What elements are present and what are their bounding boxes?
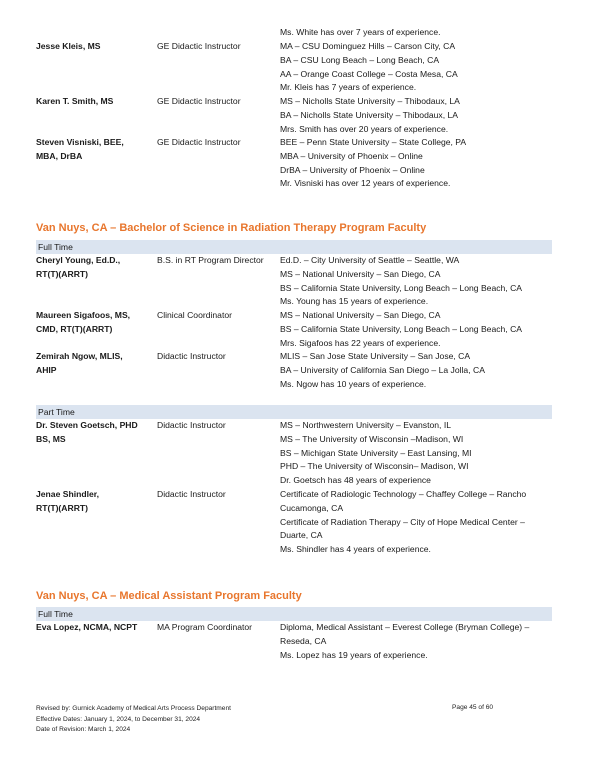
name-line: RT(T)(ARRT): [36, 268, 89, 279]
credentials: [280, 136, 552, 191]
name-line: Maureen Sigafoos, MS,: [36, 310, 131, 320]
credential-line: MS – National University – San Diego, CA: [280, 310, 441, 320]
faculty-title: Didactic Instructor: [157, 489, 226, 499]
faculty-title: MA Program Coordinator: [157, 622, 253, 632]
faculty-title: B.S. in RT Program Director: [157, 255, 264, 265]
credential-line: Ms. Lopez has 19 years of experience.: [280, 649, 428, 660]
credential-line: BA – Nicholls State University – Thibodaux, LA: [280, 109, 459, 120]
credential-line: MS – Northwestern University – Evanston, IL: [280, 420, 451, 430]
name-line: Jesse Kleis, MS: [36, 41, 101, 51]
faculty-name: [36, 309, 154, 337]
credentials: [280, 621, 552, 662]
name-line: Karen T. Smith, MS: [36, 96, 114, 106]
faculty-title: GE Didactic Instructor: [157, 96, 241, 106]
section-heading-radiation-therapy: Van Nuys, CA – Bachelor of Science in Radiation Therapy Program Faculty: [36, 222, 427, 234]
credential-line: DrBA – University of Phoenix – Online: [280, 164, 425, 175]
faculty-name: [36, 40, 154, 54]
faculty-title: Clinical Coordinator: [157, 310, 232, 320]
credentials: [280, 350, 552, 391]
credentials: [280, 309, 552, 350]
faculty-title: Didactic Instructor: [157, 420, 226, 430]
credential-line: MS – National University – San Diego, CA: [280, 268, 441, 279]
page-number: Page 45 of 60: [452, 704, 494, 711]
name-line: CMD, RT(T)(ARRT): [36, 323, 113, 334]
credential-line: MS – Nicholls State University – Thibodaux, LA: [280, 96, 460, 106]
credential-line: BS – Michigan State University – East Lansing, MI: [280, 447, 472, 458]
credentials: [280, 488, 552, 557]
credential-line: Reseda, CA: [280, 635, 327, 646]
credential-line: Certificate of Radiation Therapy – City of Hope Medical Center –: [280, 516, 525, 527]
credential-line: Ms. Young has 15 years of experience.: [280, 296, 429, 307]
name-line: Dr. Steven Goetsch, PHD: [36, 420, 138, 430]
name-line: Eva Lopez, NCMA, NCPT: [36, 622, 138, 632]
credential-line: Ms. White has over 7 years of experience.: [280, 27, 441, 37]
credential-line: MBA – University of Phoenix – Online: [280, 150, 423, 161]
faculty-name: [36, 136, 154, 164]
name-line: AHIP: [36, 364, 57, 375]
faculty-name: [36, 254, 154, 282]
faculty-name: [36, 350, 154, 378]
faculty-name: [36, 95, 154, 109]
name-line: RT(T)(ARRT): [36, 502, 89, 513]
date-of-revision: Date of Revision: March 1, 2024: [36, 726, 131, 733]
credential-line: BS – California State University, Long Beach – Long Beach, CA: [280, 323, 523, 334]
name-line: MBA, DrBA: [36, 150, 83, 161]
credential-line: Duarte, CA: [280, 530, 323, 541]
credential-line: Dr. Goetsch has 48 years of experience: [280, 475, 431, 486]
credential-line: AA – Orange Coast College – Costa Mesa, CA: [280, 68, 458, 79]
credential-line: Mrs. Sigafoos has 22 years of experience.: [280, 337, 441, 348]
credential-line: BA – CSU Long Beach – Long Beach, CA: [280, 54, 440, 65]
part-time-header: Part Time: [36, 405, 552, 419]
credential-line: BA – University of California San Diego – La Jolla, CA: [280, 364, 485, 375]
name-line: Zemirah Ngow, MLIS,: [36, 351, 123, 361]
credential-line: BEE – Penn State University – State College, PA: [280, 137, 467, 147]
credential-line: MLIS – San Jose State University – San Jose, CA: [280, 351, 471, 361]
credential-line: Ms. Ngow has 10 years of experience.: [280, 378, 427, 389]
faculty-name: [36, 419, 154, 447]
credentials: [280, 26, 552, 40]
credential-line: MA – CSU Dominguez Hills – Carson City, CA: [280, 41, 456, 51]
faculty-title: GE Didactic Instructor: [157, 137, 241, 147]
full-time-header: Full Time: [36, 240, 552, 254]
credential-line: Diploma, Medical Assistant – Everest College (Bryman College) –: [280, 622, 530, 632]
credential-line: MS – The University of Wisconsin –Madison, WI: [280, 433, 464, 444]
credential-line: Cucamonga, CA: [280, 502, 344, 513]
faculty-title: GE Didactic Instructor: [157, 41, 241, 51]
credentials: [280, 254, 552, 309]
name-line: Steven Visniski, BEE,: [36, 137, 124, 147]
name-line: Cheryl Young, Ed.D.,: [36, 255, 121, 265]
credential-line: PHD – The University of Wisconsin– Madison, WI: [280, 461, 469, 472]
credential-line: Mr. Kleis has 7 years of experience.: [280, 82, 417, 93]
credential-line: Mrs. Smith has over 20 years of experience.: [280, 123, 449, 134]
credentials: [280, 40, 552, 95]
section-heading-medical-assistant: Van Nuys, CA – Medical Assistant Program Faculty: [36, 590, 302, 602]
credential-line: BS – California State University, Long Beach – Long Beach, CA: [280, 282, 523, 293]
faculty-name: [36, 621, 154, 635]
credential-line: Ed.D. – City University of Seattle – Seattle, WA: [280, 255, 460, 265]
credentials: [280, 419, 552, 488]
page-footer: [36, 704, 231, 736]
credential-line: Certificate of Radiologic Technology – Chaffey College – Rancho: [280, 489, 527, 499]
credentials: [280, 95, 552, 136]
faculty-title: Didactic Instructor: [157, 351, 226, 361]
faculty-name: [36, 488, 154, 516]
credential-line: Ms. Shindler has 4 years of experience.: [280, 544, 431, 555]
effective-dates: Effective Dates: January 1, 2024, to December 31, 2024: [36, 715, 201, 723]
name-line: Jenae Shindler,: [36, 489, 100, 499]
revised-by: Revised by: Gurnick Academy of Medical Arts Process Department: [36, 705, 231, 712]
full-time-header: Full Time: [36, 607, 552, 621]
credential-line: Mr. Visniski has over 12 years of experience.: [280, 178, 451, 189]
name-line: BS, MS: [36, 433, 66, 444]
